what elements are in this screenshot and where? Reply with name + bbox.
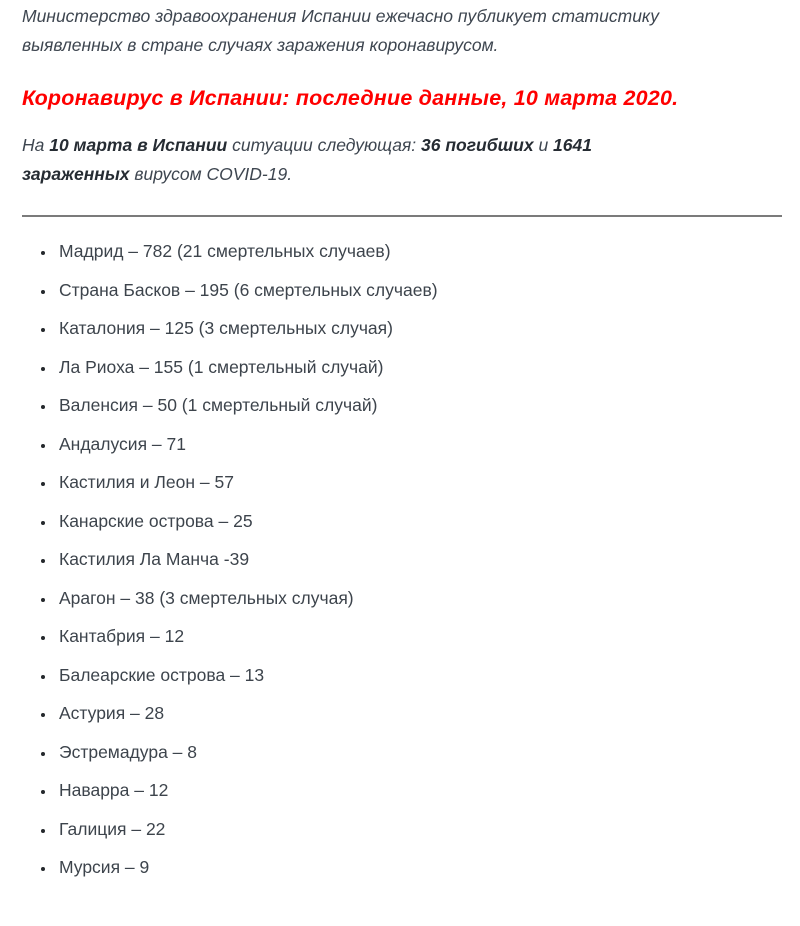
region-list-item: • Астурия – 28 xyxy=(56,703,782,723)
region-list-item: • Канарские острова – 25 xyxy=(56,511,782,531)
region-list-item: • Балеарские острова – 13 xyxy=(56,665,782,685)
summary-mid2: и xyxy=(533,135,554,155)
region-list-item: • Кастилия и Леон – 57 xyxy=(56,472,782,492)
region-stats-list xyxy=(22,241,782,877)
region-list-item: • Наварра – 12 xyxy=(56,780,782,800)
summary-date-place: 10 марта в Испании xyxy=(49,135,228,155)
summary-prefix: На xyxy=(22,135,50,155)
region-list-item: • Андалусия – 71 xyxy=(56,434,782,454)
region-list-item: • Ла Риоха – 155 (1 смертельный случай) xyxy=(56,357,782,377)
section-divider xyxy=(22,215,782,217)
summary-deaths-count: 36 погибших xyxy=(421,135,534,155)
summary-paragraph xyxy=(22,131,702,189)
lead-paragraph: Министерство здравоохранения Испании ежечасно публикует статистику выявленных в стране случаях заражения коронавирусом. xyxy=(22,6,659,55)
summary-infected-count: 1641 зараженных xyxy=(22,135,592,184)
region-list-item: • Страна Басков – 195 (6 смертельных случаев) xyxy=(56,280,782,300)
region-list-item: • Мадрид – 782 (21 смертельных случаев) xyxy=(56,241,782,261)
region-list-item: • Кантабрия – 12 xyxy=(56,626,782,646)
region-list-item: • Эстремадура – 8 xyxy=(56,742,782,762)
region-list-item: • Арагон – 38 (3 смертельных случая) xyxy=(56,588,782,608)
article-headline: Коронавирус в Испании: последние данные, 10 марта 2020. xyxy=(22,86,679,110)
summary-mid1: ситуации следующая: xyxy=(227,135,422,155)
region-list-item: • Кастилия Ла Манча -39 xyxy=(56,549,782,569)
region-list-item: • Галиция – 22 xyxy=(56,819,782,839)
summary-suffix: вирусом COVID-19. xyxy=(129,164,293,184)
region-list-item: • Каталония – 125 (3 смертельных случая) xyxy=(56,318,782,338)
region-list-item: • Мурсия – 9 xyxy=(56,857,782,877)
region-list-item: • Валенсия – 50 (1 смертельный случай) xyxy=(56,395,782,415)
